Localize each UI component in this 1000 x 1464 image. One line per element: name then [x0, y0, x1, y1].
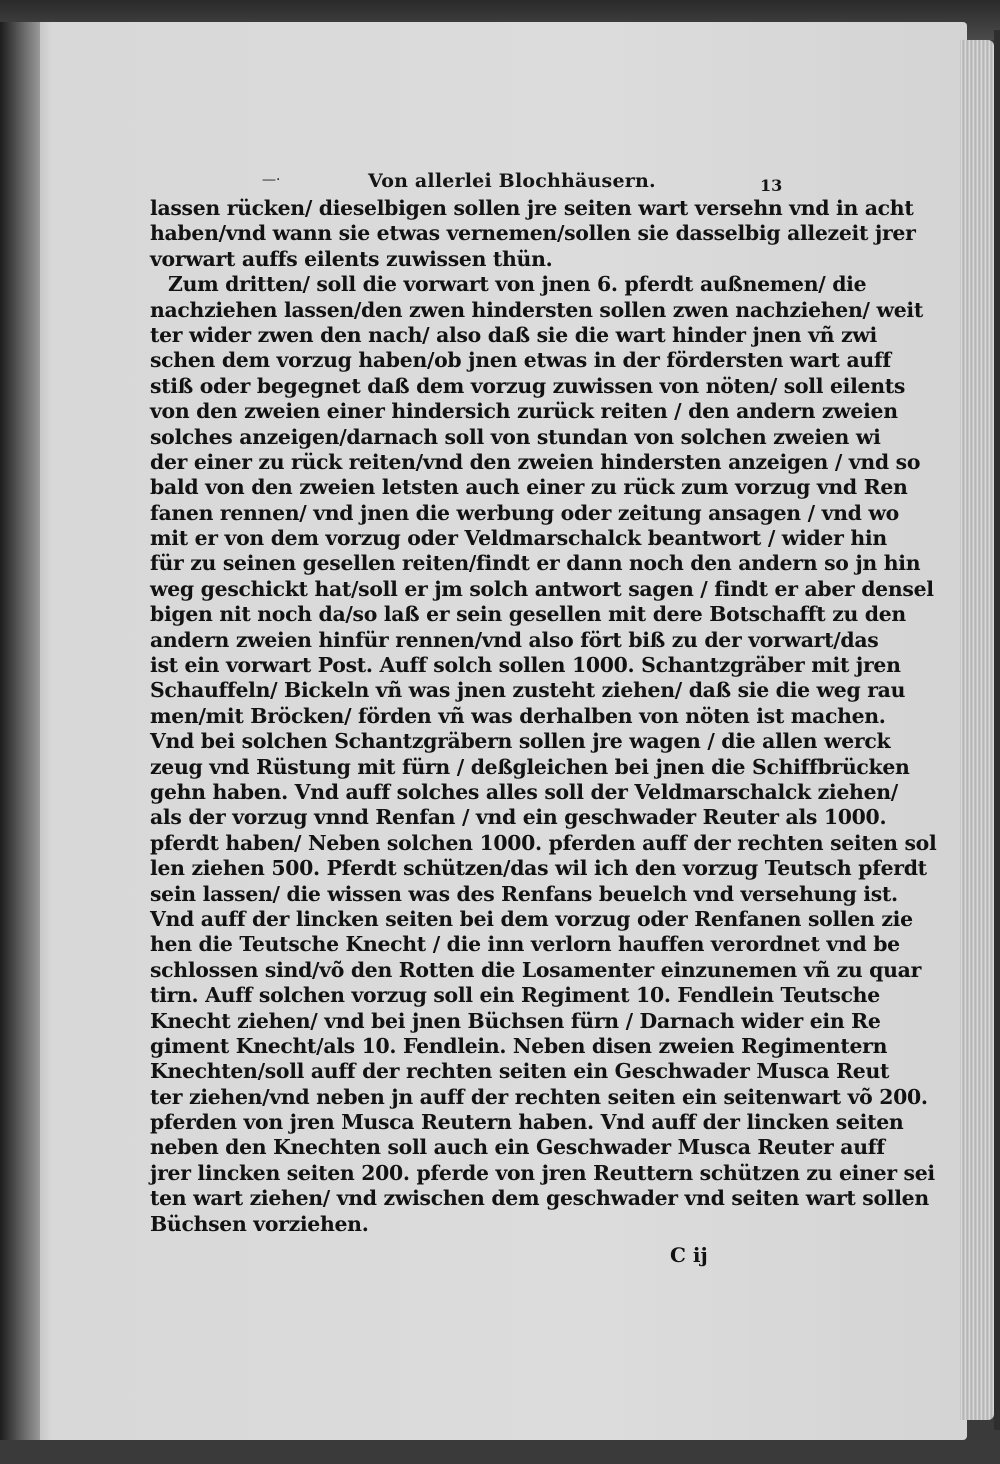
- text-line: hen die Teutsche Knecht / die inn verlorn hauffen verordnet vnd be: [150, 932, 900, 957]
- text-line: von den zweien einer hindersich zurück reiten / den andern zweien: [150, 399, 898, 424]
- text-line: zeug vnd Rüstung mit fürn / deßgleichen bei jnen die Schiffbrücken: [150, 754, 910, 779]
- text-line: Knechten/soll auff der rechten seiten ein Geschwader Musca Reut: [150, 1059, 890, 1084]
- text-line: pferdt haben/ Neben solchen 1000. pferden auff der rechten seiten sol: [150, 830, 937, 855]
- text-line: Zum dritten/ soll die vorwart von jnen 6. pferdt außnemen/ die: [168, 272, 867, 297]
- text-line: weg geschickt hat/soll er jm solch antwort sagen / findt er aber densel: [150, 576, 934, 601]
- text-line: pferden von jren Musca Reutern haben. Vnd auff der lincken seiten: [150, 1110, 904, 1135]
- text-line: ter wider zwen den nach/ also daß sie die wart hinder jnen vñ zwi: [150, 322, 877, 347]
- head-mark: —·: [262, 172, 281, 188]
- text-line: schen dem vorzug haben/ob jnen etwas in der fördersten wart auff: [150, 348, 891, 373]
- text-line: len ziehen 500. Pferdt schützen/das wil ich den vorzug Teutsch pferdt: [150, 856, 927, 881]
- text-line: stiß oder begegnet daß dem vorzug zuwissen von nöten/ soll eilents: [150, 373, 906, 398]
- text-line: für zu seinen gesellen reiten/findt er dann noch den andern so jn hin: [150, 551, 921, 576]
- text-line: neben den Knechten soll auch ein Geschwader Musca Reuter auff: [150, 1135, 885, 1160]
- text-line: bald von den zweien letsten auch einer zu rück zum vorzug vnd Ren: [150, 475, 908, 500]
- text-line: nachziehen lassen/den zwen hindersten sollen zwen nachziehen/ weit: [150, 297, 923, 322]
- page-number: 13: [760, 176, 783, 195]
- text-line: solches anzeigen/darnach soll von stundan von solchen zweien wi: [150, 424, 881, 449]
- text-line: schlossen sind/võ den Rotten die Losamenter einzunemen vñ zu quar: [150, 957, 922, 982]
- text-line: giment Knecht/als 10. Fendlein. Neben disen zweien Regimentern: [150, 1033, 888, 1058]
- text-line: andern zweien hinfür rennen/vnd also fört biß zu der vorwart/das: [150, 627, 879, 652]
- text-line: Schauffeln/ Bickeln vñ was jnen zusteht ziehen/ daß sie die weg rau: [150, 678, 906, 703]
- page-gutter-shadow: [0, 22, 40, 1440]
- text-line: Büchsen vorziehen.: [150, 1211, 369, 1236]
- text-line: jrer lincken seiten 200. pferde von jren Reuttern schützen zu einer sei: [150, 1160, 935, 1185]
- text-line: gehn haben. Vnd auff solches alles soll der Veldmarschalck ziehen/: [150, 779, 898, 804]
- running-head: Von allerlei Blochhäusern.: [368, 170, 656, 192]
- text-line: der einer zu rück reiten/vnd den zweien hindersten anzeigen / vnd so: [150, 449, 921, 474]
- text-line: Vnd auff der lincken seiten bei dem vorzug oder Renfanen sollen zie: [150, 906, 913, 931]
- body-text: [150, 196, 937, 1237]
- text-line: haben/vnd wann sie etwas vernemen/sollen sie dasselbig allezeit jrer: [150, 221, 916, 246]
- page-edge-stack: [960, 40, 994, 1420]
- text-line: lassen rücken/ dieselbigen sollen jre seiten wart versehn vnd in acht: [150, 196, 914, 220]
- signature-mark: C ij: [670, 1243, 708, 1267]
- text-line: Knecht ziehen/ vnd bei jnen Büchsen fürn / Darnach wider ein Re: [150, 1008, 881, 1033]
- text-line: men/mit Bröcken/ förden vñ was derhalben von nöten ist machen.: [150, 703, 886, 728]
- text-line: mit er von dem vorzug oder Veldmarschalck beantwort / wider hin: [150, 526, 887, 551]
- edge-shadow: [994, 30, 1000, 1430]
- text-line: tirn. Auff solchen vorzug soll ein Regiment 10. Fendlein Teutsche: [150, 983, 880, 1008]
- text-line: bigen nit noch da/so laß er sein gesellen mit dere Botschafft zu den: [150, 602, 906, 627]
- text-line: fanen rennen/ vnd jnen die werbung oder zeitung ansagen / vnd wo: [150, 500, 899, 525]
- text-line: als der vorzug vnnd Renfan / vnd ein geschwader Reuter als 1000.: [150, 805, 887, 830]
- text-line: ist ein vorwart Post. Auff solch sollen 1000. Schantzgräber mit jren: [150, 653, 901, 678]
- text-line: vorwart auffs eilents zuwissen thün.: [150, 246, 553, 271]
- text-line: ter ziehen/vnd neben jn auff der rechten seiten ein seitenwart võ 200.: [150, 1084, 928, 1109]
- text-line: sein lassen/ die wissen was des Renfans beuelch vnd versehung ist.: [150, 881, 898, 906]
- text-line: ten wart ziehen/ vnd zwischen dem geschwader vnd seiten wart sollen: [150, 1186, 929, 1211]
- text-line: Vnd bei solchen Schantzgräbern sollen jre wagen / die allen werck: [150, 729, 891, 754]
